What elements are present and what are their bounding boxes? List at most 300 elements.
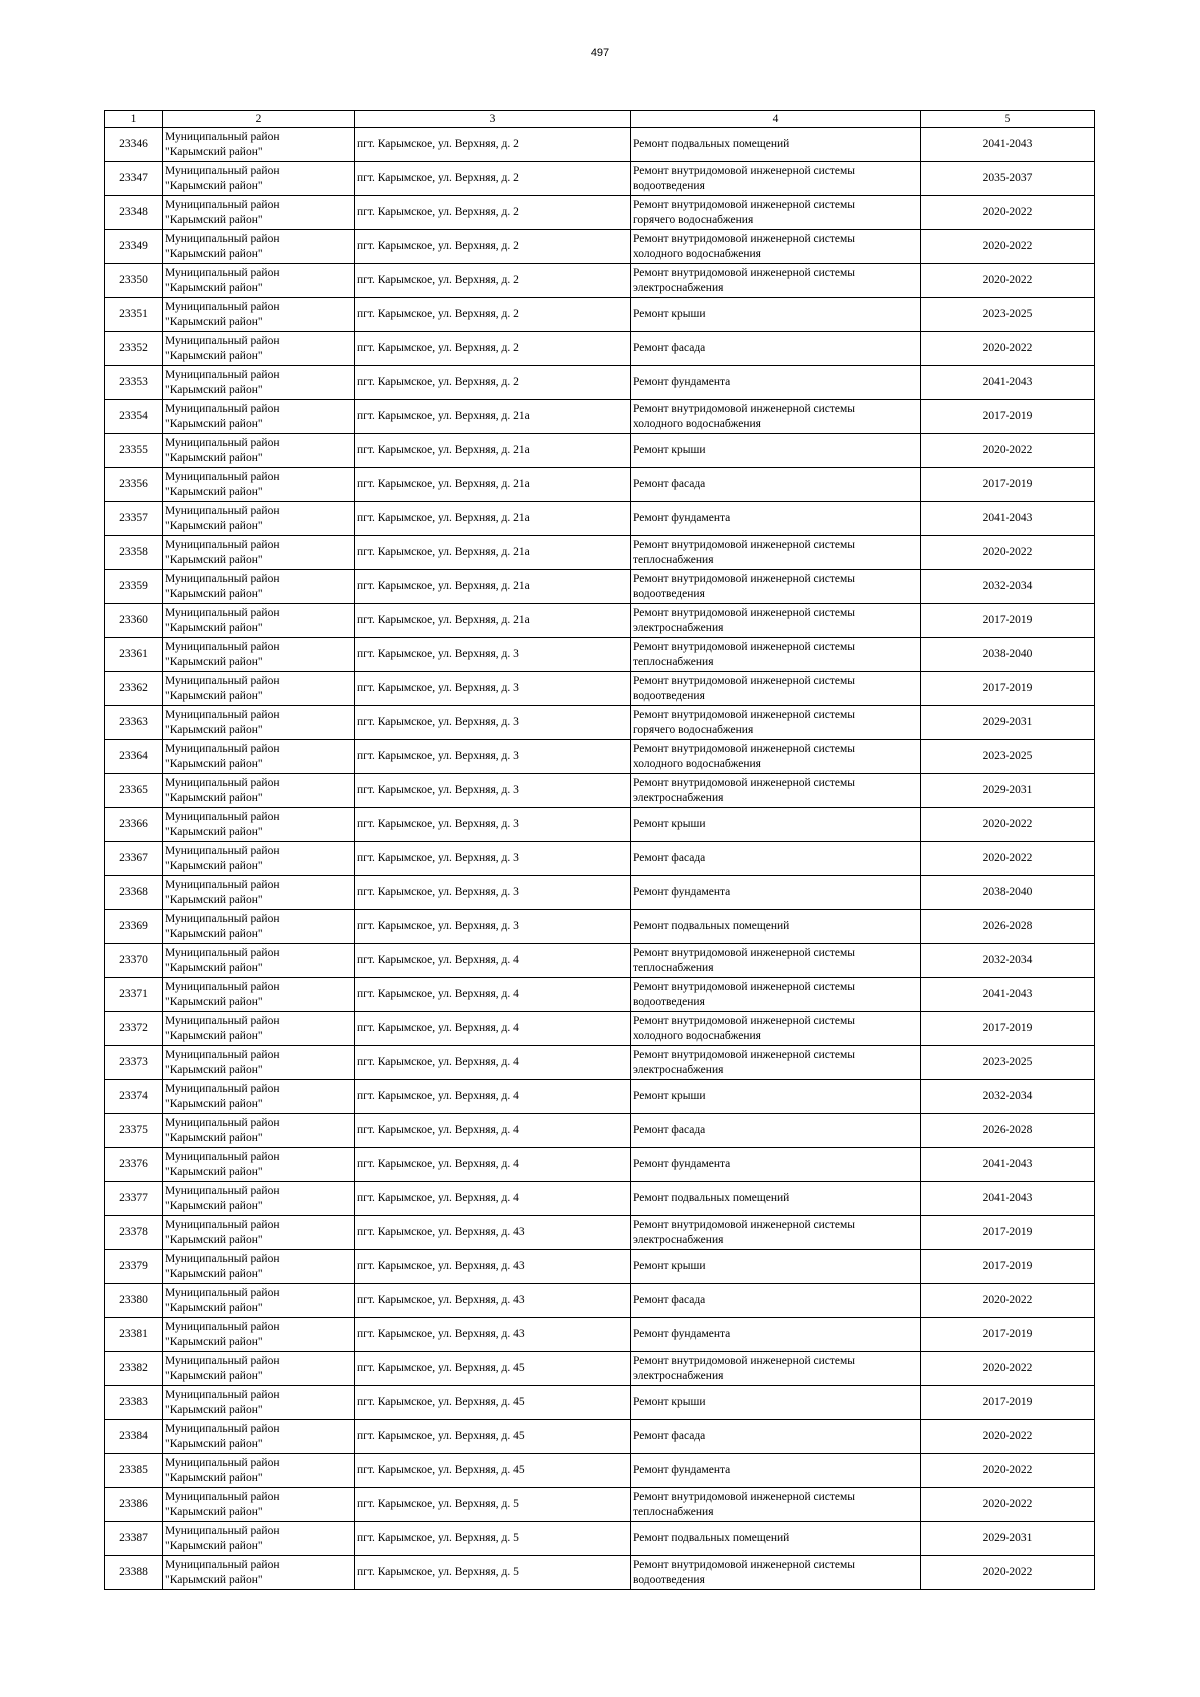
district-line-1: Муниципальный район <box>165 1286 280 1299</box>
table-row <box>105 1284 1095 1318</box>
work-type-line-1: Ремонт внутридомовой инженерной системы <box>633 742 856 755</box>
address-cell: пгт. Карымское, ул. Верхняя, д. 43 <box>355 1216 631 1250</box>
row-number: 23365 <box>105 774 163 808</box>
work-type-cell <box>631 842 921 876</box>
work-type-cell <box>631 1352 921 1386</box>
district-cell <box>163 706 355 740</box>
work-type-line-1: Ремонт внутридомовой инженерной системы <box>633 606 856 619</box>
table-row <box>105 332 1095 366</box>
district-line-1: Муниципальный район <box>165 300 280 313</box>
district-cell <box>163 842 355 876</box>
district-line-1: Муниципальный район <box>165 572 280 585</box>
row-number: 23385 <box>105 1454 163 1488</box>
table-row <box>105 978 1095 1012</box>
work-type-line-1: Ремонт внутридомовой инженерной системы <box>633 1354 856 1367</box>
work-type-line-2: электроснабжения <box>633 1369 724 1382</box>
work-type-line-2: холодного водоснабжения <box>633 1029 761 1042</box>
district-cell <box>163 1012 355 1046</box>
district-line-2: "Карымский район" <box>165 1301 263 1314</box>
work-type-line-1: Ремонт внутридомовой инженерной системы <box>633 402 856 415</box>
work-type-line-2: электроснабжения <box>633 1233 724 1246</box>
table-row <box>105 162 1095 196</box>
period-cell: 2029-2031 <box>921 774 1095 808</box>
address-cell: пгт. Карымское, ул. Верхняя, д. 4 <box>355 1182 631 1216</box>
work-type-line-1: Ремонт крыши <box>633 1090 706 1102</box>
period-cell: 2020-2022 <box>921 1352 1095 1386</box>
work-type-line-2: холодного водоснабжения <box>633 417 761 430</box>
row-number: 23351 <box>105 298 163 332</box>
table-row <box>105 1420 1095 1454</box>
district-line-2: "Карымский район" <box>165 1131 263 1144</box>
row-number: 23375 <box>105 1114 163 1148</box>
table-row <box>105 910 1095 944</box>
period-cell: 2038-2040 <box>921 638 1095 672</box>
row-number: 23357 <box>105 502 163 536</box>
work-type-cell <box>631 978 921 1012</box>
address-cell: пгт. Карымское, ул. Верхняя, д. 3 <box>355 876 631 910</box>
period-cell: 2038-2040 <box>921 876 1095 910</box>
period-cell: 2041-2043 <box>921 502 1095 536</box>
table-row <box>105 706 1095 740</box>
row-number: 23372 <box>105 1012 163 1046</box>
work-type-line-2: горячего водоснабжения <box>633 723 754 736</box>
row-number: 23348 <box>105 196 163 230</box>
district-line-2: "Карымский район" <box>165 689 263 702</box>
district-line-1: Муниципальный район <box>165 980 280 993</box>
work-type-cell <box>631 400 921 434</box>
district-line-2: "Карымский район" <box>165 587 263 600</box>
period-cell: 2041-2043 <box>921 1148 1095 1182</box>
district-line-1: Муниципальный район <box>165 368 280 381</box>
district-line-2: "Карымский район" <box>165 145 263 158</box>
work-type-line-1: Ремонт фасада <box>633 1430 706 1442</box>
period-cell: 2017-2019 <box>921 1386 1095 1420</box>
work-type-cell <box>631 672 921 706</box>
work-type-line-1: Ремонт крыши <box>633 308 706 320</box>
period-cell: 2023-2025 <box>921 298 1095 332</box>
table-row <box>105 604 1095 638</box>
row-number: 23361 <box>105 638 163 672</box>
table-row <box>105 1556 1095 1590</box>
district-cell <box>163 1148 355 1182</box>
district-line-1: Муниципальный район <box>165 708 280 721</box>
work-type-cell <box>631 1488 921 1522</box>
district-line-2: "Карымский район" <box>165 1165 263 1178</box>
district-line-1: Муниципальный район <box>165 436 280 449</box>
work-type-line-1: Ремонт фасада <box>633 1124 706 1136</box>
district-line-1: Муниципальный район <box>165 776 280 789</box>
district-cell <box>163 536 355 570</box>
table-row <box>105 1012 1095 1046</box>
row-number: 23382 <box>105 1352 163 1386</box>
district-cell <box>163 1352 355 1386</box>
table-row <box>105 774 1095 808</box>
work-type-line-1: Ремонт фасада <box>633 852 706 864</box>
district-line-1: Муниципальный район <box>165 266 280 279</box>
district-line-1: Муниципальный район <box>165 1082 280 1095</box>
district-line-1: Муниципальный район <box>165 1524 280 1537</box>
row-number: 23368 <box>105 876 163 910</box>
address-cell: пгт. Карымское, ул. Верхняя, д. 3 <box>355 638 631 672</box>
column-header-4: 4 <box>631 111 921 128</box>
table-row <box>105 1352 1095 1386</box>
period-cell: 2026-2028 <box>921 910 1095 944</box>
work-type-cell <box>631 332 921 366</box>
work-type-cell <box>631 1556 921 1590</box>
district-line-2: "Карымский район" <box>165 519 263 532</box>
district-line-1: Муниципальный район <box>165 130 280 143</box>
row-number: 23376 <box>105 1148 163 1182</box>
district-line-2: "Карымский район" <box>165 1199 263 1212</box>
district-line-2: "Карымский район" <box>165 859 263 872</box>
work-type-line-1: Ремонт внутридомовой инженерной системы <box>633 1490 856 1503</box>
work-type-line-1: Ремонт фасада <box>633 478 706 490</box>
address-cell: пгт. Карымское, ул. Верхняя, д. 2 <box>355 128 631 162</box>
district-line-1: Муниципальный район <box>165 1048 280 1061</box>
work-type-cell <box>631 536 921 570</box>
address-cell: пгт. Карымское, ул. Верхняя, д. 21а <box>355 536 631 570</box>
table-row <box>105 298 1095 332</box>
district-line-1: Муниципальный район <box>165 334 280 347</box>
work-type-line-1: Ремонт внутридомовой инженерной системы <box>633 946 856 959</box>
district-line-2: "Карымский район" <box>165 1335 263 1348</box>
address-cell: пгт. Карымское, ул. Верхняя, д. 45 <box>355 1454 631 1488</box>
work-type-line-1: Ремонт подвальных помещений <box>633 138 790 150</box>
district-line-1: Муниципальный район <box>165 1388 280 1401</box>
period-cell: 2017-2019 <box>921 400 1095 434</box>
district-line-2: "Карымский район" <box>165 417 263 430</box>
period-cell: 2032-2034 <box>921 1080 1095 1114</box>
district-cell <box>163 1488 355 1522</box>
table-row <box>105 1454 1095 1488</box>
work-type-line-1: Ремонт фундамента <box>633 1328 731 1340</box>
district-cell <box>163 740 355 774</box>
district-line-2: "Карымский район" <box>165 383 263 396</box>
address-cell: пгт. Карымское, ул. Верхняя, д. 43 <box>355 1318 631 1352</box>
district-line-1: Муниципальный район <box>165 1558 280 1571</box>
district-cell <box>163 1420 355 1454</box>
row-number: 23371 <box>105 978 163 1012</box>
address-cell: пгт. Карымское, ул. Верхняя, д. 5 <box>355 1556 631 1590</box>
address-cell: пгт. Карымское, ул. Верхняя, д. 5 <box>355 1488 631 1522</box>
row-number: 23353 <box>105 366 163 400</box>
work-type-line-1: Ремонт внутридомовой инженерной системы <box>633 538 856 551</box>
work-type-line-1: Ремонт фундамента <box>633 1158 731 1170</box>
work-type-line-1: Ремонт крыши <box>633 1396 706 1408</box>
district-line-1: Муниципальный район <box>165 878 280 891</box>
work-type-cell <box>631 910 921 944</box>
header-row <box>105 111 1095 128</box>
district-line-1: Муниципальный район <box>165 810 280 823</box>
period-cell: 2029-2031 <box>921 706 1095 740</box>
row-number: 23378 <box>105 1216 163 1250</box>
address-cell: пгт. Карымское, ул. Верхняя, д. 3 <box>355 910 631 944</box>
row-number: 23360 <box>105 604 163 638</box>
work-type-line-1: Ремонт фундамента <box>633 886 731 898</box>
address-cell: пгт. Карымское, ул. Верхняя, д. 2 <box>355 230 631 264</box>
district-line-1: Муниципальный район <box>165 1218 280 1231</box>
table-row <box>105 740 1095 774</box>
work-type-line-1: Ремонт крыши <box>633 818 706 830</box>
district-cell <box>163 400 355 434</box>
row-number: 23387 <box>105 1522 163 1556</box>
row-number: 23369 <box>105 910 163 944</box>
row-number: 23374 <box>105 1080 163 1114</box>
period-cell: 2041-2043 <box>921 1182 1095 1216</box>
table-row <box>105 1182 1095 1216</box>
district-cell <box>163 1318 355 1352</box>
address-cell: пгт. Карымское, ул. Верхняя, д. 4 <box>355 1012 631 1046</box>
work-type-cell <box>631 1318 921 1352</box>
district-cell <box>163 1386 355 1420</box>
work-type-cell <box>631 944 921 978</box>
row-number: 23350 <box>105 264 163 298</box>
work-type-line-1: Ремонт фундамента <box>633 512 731 524</box>
period-cell: 2020-2022 <box>921 434 1095 468</box>
work-type-cell <box>631 774 921 808</box>
district-line-1: Муниципальный район <box>165 844 280 857</box>
district-line-2: "Карымский район" <box>165 485 263 498</box>
address-cell: пгт. Карымское, ул. Верхняя, д. 21а <box>355 400 631 434</box>
work-type-cell <box>631 1046 921 1080</box>
row-number: 23367 <box>105 842 163 876</box>
district-line-2: "Карымский район" <box>165 1471 263 1484</box>
work-type-line-1: Ремонт крыши <box>633 444 706 456</box>
district-line-2: "Карымский район" <box>165 1403 263 1416</box>
district-line-1: Муниципальный район <box>165 912 280 925</box>
table-row <box>105 1386 1095 1420</box>
work-type-line-2: электроснабжения <box>633 281 724 294</box>
table-row <box>105 468 1095 502</box>
work-type-line-2: теплоснабжения <box>633 961 714 974</box>
address-cell: пгт. Карымское, ул. Верхняя, д. 4 <box>355 944 631 978</box>
district-line-1: Муниципальный район <box>165 1490 280 1503</box>
work-type-cell <box>631 570 921 604</box>
district-cell <box>163 1556 355 1590</box>
work-type-line-1: Ремонт внутридомовой инженерной системы <box>633 1218 856 1231</box>
work-type-cell <box>631 1284 921 1318</box>
work-type-cell <box>631 1182 921 1216</box>
district-cell <box>163 502 355 536</box>
district-line-1: Муниципальный район <box>165 1184 280 1197</box>
table-row <box>105 128 1095 162</box>
period-cell: 2026-2028 <box>921 1114 1095 1148</box>
work-type-cell <box>631 162 921 196</box>
district-cell <box>163 604 355 638</box>
district-cell <box>163 944 355 978</box>
address-cell: пгт. Карымское, ул. Верхняя, д. 21а <box>355 434 631 468</box>
district-line-1: Муниципальный район <box>165 1116 280 1129</box>
district-line-2: "Карымский район" <box>165 451 263 464</box>
period-cell: 2020-2022 <box>921 842 1095 876</box>
work-type-line-1: Ремонт фундамента <box>633 1464 731 1476</box>
row-number: 23349 <box>105 230 163 264</box>
row-number: 23388 <box>105 1556 163 1590</box>
district-cell <box>163 774 355 808</box>
district-cell <box>163 298 355 332</box>
work-type-cell <box>631 1386 921 1420</box>
district-line-1: Муниципальный район <box>165 232 280 245</box>
work-type-line-1: Ремонт внутридомовой инженерной системы <box>633 266 856 279</box>
address-cell: пгт. Карымское, ул. Верхняя, д. 21а <box>355 570 631 604</box>
table-row <box>105 196 1095 230</box>
period-cell: 2020-2022 <box>921 1284 1095 1318</box>
work-type-cell <box>631 264 921 298</box>
period-cell: 2017-2019 <box>921 1012 1095 1046</box>
work-type-line-1: Ремонт внутридомовой инженерной системы <box>633 1014 856 1027</box>
district-line-2: "Карымский район" <box>165 791 263 804</box>
district-line-2: "Карымский район" <box>165 825 263 838</box>
district-line-2: "Карымский район" <box>165 1097 263 1110</box>
work-type-cell <box>631 1522 921 1556</box>
period-cell: 2035-2037 <box>921 162 1095 196</box>
row-number: 23363 <box>105 706 163 740</box>
district-line-1: Муниципальный район <box>165 1320 280 1333</box>
work-type-line-1: Ремонт внутридомовой инженерной системы <box>633 708 856 721</box>
work-type-cell <box>631 1148 921 1182</box>
column-header-1: 1 <box>105 111 163 128</box>
district-cell <box>163 672 355 706</box>
district-line-2: "Карымский район" <box>165 995 263 1008</box>
district-cell <box>163 978 355 1012</box>
row-number: 23379 <box>105 1250 163 1284</box>
work-type-cell <box>631 1420 921 1454</box>
period-cell: 2041-2043 <box>921 366 1095 400</box>
district-line-2: "Карымский район" <box>165 1369 263 1382</box>
district-cell <box>163 264 355 298</box>
table-row <box>105 1488 1095 1522</box>
row-number: 23377 <box>105 1182 163 1216</box>
period-cell: 2029-2031 <box>921 1522 1095 1556</box>
address-cell: пгт. Карымское, ул. Верхняя, д. 21а <box>355 502 631 536</box>
district-line-2: "Карымский район" <box>165 179 263 192</box>
district-cell <box>163 230 355 264</box>
district-line-2: "Карымский район" <box>165 927 263 940</box>
work-type-line-1: Ремонт внутридомовой инженерной системы <box>633 198 856 211</box>
table-row <box>105 1046 1095 1080</box>
work-type-line-1: Ремонт внутридомовой инженерной системы <box>633 232 856 245</box>
district-cell <box>163 162 355 196</box>
work-type-line-2: холодного водоснабжения <box>633 757 761 770</box>
work-type-cell <box>631 706 921 740</box>
period-cell: 2017-2019 <box>921 1318 1095 1352</box>
address-cell: пгт. Карымское, ул. Верхняя, д. 2 <box>355 264 631 298</box>
work-type-cell <box>631 434 921 468</box>
period-cell: 2017-2019 <box>921 468 1095 502</box>
address-cell: пгт. Карымское, ул. Верхняя, д. 45 <box>355 1420 631 1454</box>
district-cell <box>163 196 355 230</box>
row-number: 23366 <box>105 808 163 842</box>
address-cell: пгт. Карымское, ул. Верхняя, д. 3 <box>355 842 631 876</box>
work-type-line-2: электроснабжения <box>633 621 724 634</box>
table-row <box>105 366 1095 400</box>
period-cell: 2020-2022 <box>921 230 1095 264</box>
district-line-2: "Карымский район" <box>165 621 263 634</box>
column-header-5: 5 <box>921 111 1095 128</box>
column-header-2: 2 <box>163 111 355 128</box>
table-row <box>105 672 1095 706</box>
period-cell: 2017-2019 <box>921 672 1095 706</box>
table-row <box>105 434 1095 468</box>
period-cell: 2020-2022 <box>921 196 1095 230</box>
work-type-cell <box>631 1080 921 1114</box>
district-cell <box>163 1250 355 1284</box>
district-line-1: Муниципальный район <box>165 946 280 959</box>
period-cell: 2017-2019 <box>921 1250 1095 1284</box>
period-cell: 2023-2025 <box>921 740 1095 774</box>
row-number: 23356 <box>105 468 163 502</box>
district-cell <box>163 434 355 468</box>
work-type-line-1: Ремонт внутридомовой инженерной системы <box>633 640 856 653</box>
district-line-2: "Карымский район" <box>165 315 263 328</box>
district-line-2: "Карымский район" <box>165 655 263 668</box>
table-row <box>105 1114 1095 1148</box>
work-type-cell <box>631 638 921 672</box>
district-line-2: "Карымский район" <box>165 1029 263 1042</box>
period-cell: 2041-2043 <box>921 128 1095 162</box>
work-type-cell <box>631 468 921 502</box>
district-line-1: Муниципальный район <box>165 1422 280 1435</box>
period-cell: 2020-2022 <box>921 332 1095 366</box>
period-cell: 2017-2019 <box>921 604 1095 638</box>
work-type-line-1: Ремонт подвальных помещений <box>633 920 790 932</box>
address-cell: пгт. Карымское, ул. Верхняя, д. 2 <box>355 332 631 366</box>
district-line-2: "Карымский район" <box>165 1573 263 1586</box>
district-line-2: "Карымский район" <box>165 723 263 736</box>
district-cell <box>163 638 355 672</box>
district-cell <box>163 1080 355 1114</box>
work-type-line-2: водоотведения <box>633 1573 705 1586</box>
column-header-3: 3 <box>355 111 631 128</box>
work-type-line-1: Ремонт внутридомовой инженерной системы <box>633 1048 856 1061</box>
district-line-2: "Карымский район" <box>165 213 263 226</box>
work-type-line-1: Ремонт внутридомовой инженерной системы <box>633 164 856 177</box>
work-type-cell <box>631 740 921 774</box>
address-cell: пгт. Карымское, ул. Верхняя, д. 4 <box>355 1046 631 1080</box>
address-cell: пгт. Карымское, ул. Верхняя, д. 21а <box>355 604 631 638</box>
period-cell: 2017-2019 <box>921 1216 1095 1250</box>
table-row <box>105 638 1095 672</box>
table-row <box>105 876 1095 910</box>
district-line-2: "Карымский район" <box>165 1233 263 1246</box>
district-line-1: Муниципальный район <box>165 164 280 177</box>
district-cell <box>163 1284 355 1318</box>
work-type-line-2: теплоснабжения <box>633 553 714 566</box>
district-line-1: Муниципальный район <box>165 402 280 415</box>
address-cell: пгт. Карымское, ул. Верхняя, д. 2 <box>355 196 631 230</box>
address-cell: пгт. Карымское, ул. Верхняя, д. 3 <box>355 774 631 808</box>
district-cell <box>163 332 355 366</box>
work-type-line-1: Ремонт фундамента <box>633 376 731 388</box>
district-line-1: Муниципальный район <box>165 470 280 483</box>
address-cell: пгт. Карымское, ул. Верхняя, д. 45 <box>355 1386 631 1420</box>
row-number: 23384 <box>105 1420 163 1454</box>
address-cell: пгт. Карымское, ул. Верхняя, д. 43 <box>355 1250 631 1284</box>
table-row <box>105 1080 1095 1114</box>
work-type-line-2: электроснабжения <box>633 1063 724 1076</box>
table-row <box>105 502 1095 536</box>
table-row <box>105 944 1095 978</box>
capital-repair-table <box>104 110 1095 1590</box>
work-type-line-2: теплоснабжения <box>633 655 714 668</box>
table-row <box>105 570 1095 604</box>
address-cell: пгт. Карымское, ул. Верхняя, д. 3 <box>355 672 631 706</box>
page-number: 497 <box>590 47 610 59</box>
work-type-cell <box>631 366 921 400</box>
district-line-1: Муниципальный район <box>165 640 280 653</box>
district-cell <box>163 808 355 842</box>
work-type-line-1: Ремонт подвальных помещений <box>633 1532 790 1544</box>
